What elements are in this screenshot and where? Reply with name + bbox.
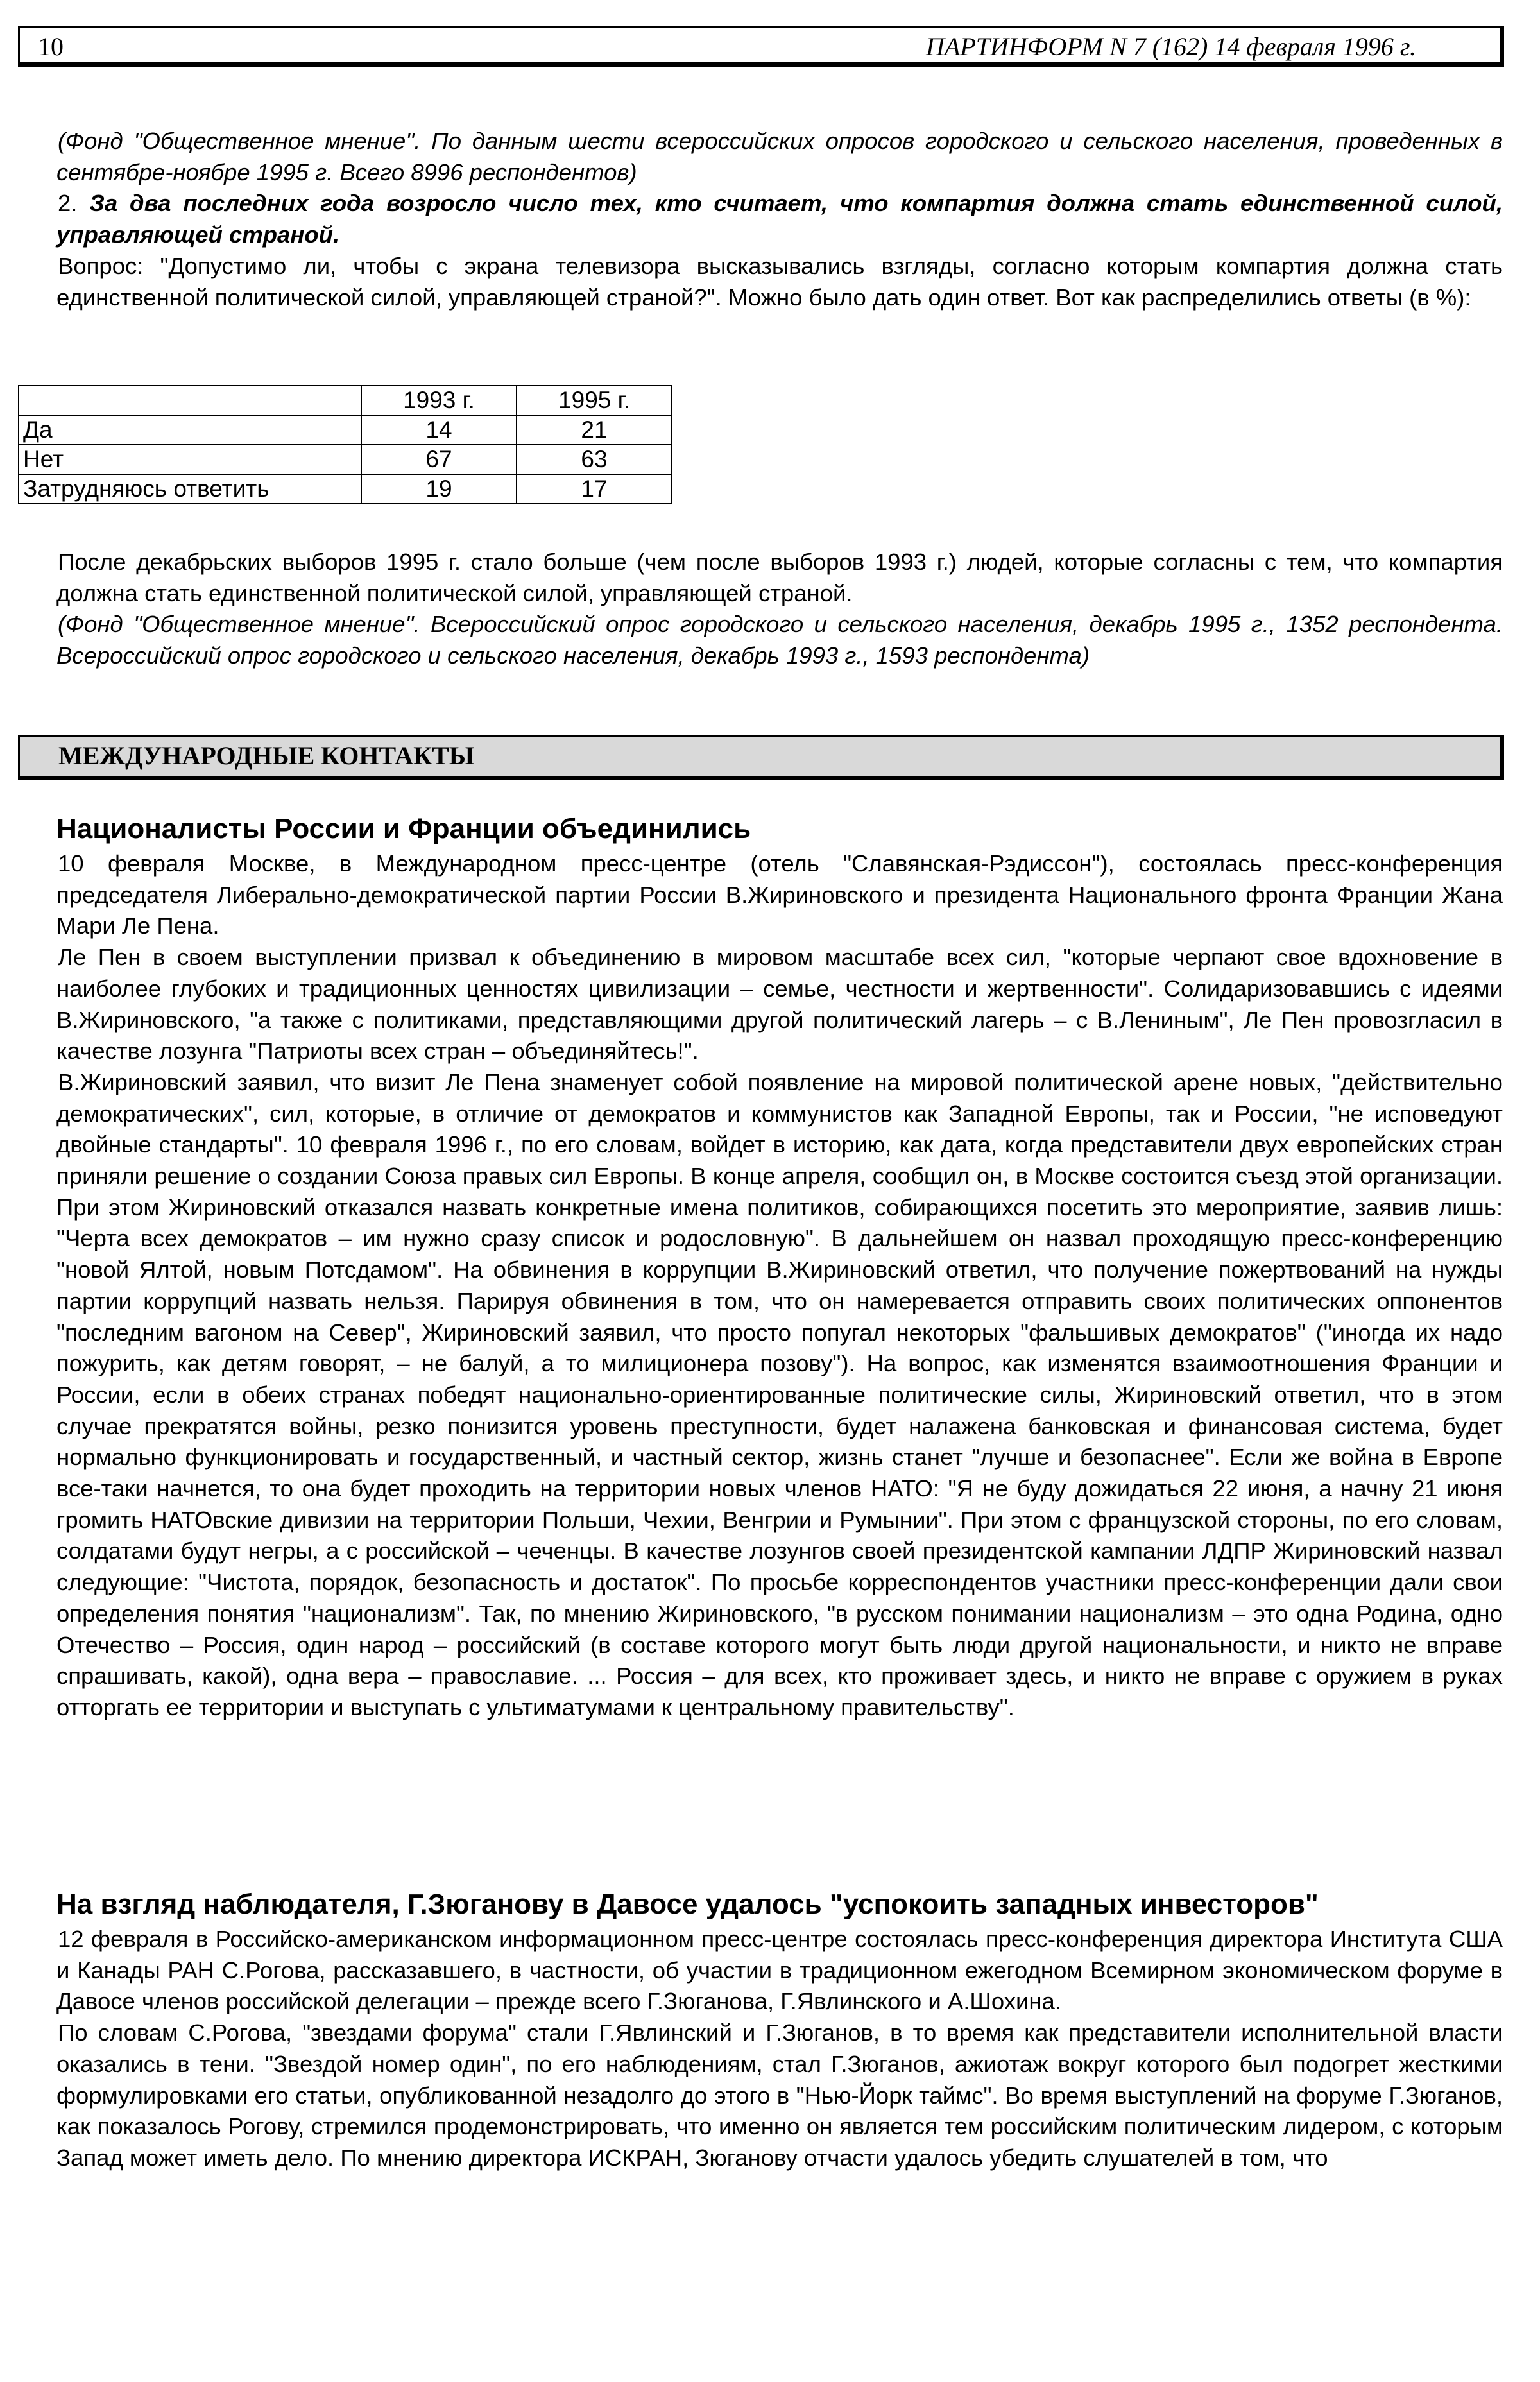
poll-item-lead: За два последних года возросло число тех, кто считает, что компартия должна стать единственной силой, управляющей страной. (56, 190, 1503, 248)
poll-intro (56, 126, 1503, 313)
article-paragraph: 10 февраля Москве, в Международном пресс-центре (отель "Славянская-Рэдиссон"), состоялась пресс-конференция председателя Либерально-демократической партии России В.Жириновского и президента Национального фронта Франции Жана Мари Ле Пена. (56, 850, 1503, 939)
table-header-cell: 1993 г. (361, 386, 517, 415)
poll-question: Вопрос: "Допустимо ли, чтобы с экрана телевизора высказывались взгляды, согласно которым компартия должна стать единственной политической силой, управляющей страной?". Можно было дать один ответ. Вот как распределились ответы (в %): (56, 252, 1503, 311)
table-cell: 21 (517, 415, 672, 445)
poll-table (18, 385, 672, 504)
page-number: 10 (38, 32, 64, 61)
article-1-body (56, 848, 1503, 1724)
article-2-body (56, 1924, 1503, 2174)
table-row (19, 445, 672, 474)
article-2-headline: На взгляд наблюдателя, Г.Зюганову в Давосе удалось "успокоить западных инвесторов" (56, 1889, 1319, 1920)
poll-source-2: (Фонд "Общественное мнение". Всероссийский опрос городского и сельского населения, декабрь 1995 г., 1352 респондента. Всероссийский опрос городского и сельского населения, декабрь 1993 г., 1593 респондента) (56, 611, 1503, 669)
table-cell: 67 (361, 445, 517, 474)
table-cell: Да (19, 415, 361, 445)
poll-item-2 (56, 188, 1503, 250)
poll-item-number: 2. (58, 190, 78, 217)
table-cell: 19 (361, 474, 517, 504)
table-header-row (19, 386, 672, 415)
poll-source-1: (Фонд "Общественное мнение". По данным шести всероссийских опросов городского и сельского населения, проведенных в сентябре-ноябре 1995 г. Всего 8996 респондентов) (56, 128, 1503, 185)
article-paragraph: По словам С.Рогова, "звездами форума" стали Г.Явлинский и Г.Зюганов, в то время как представители исполнительной власти оказались в тени. "Звездой номер один", по его наблюдениям, стал Г.Зюганов, ажиотаж вокруг которого был подогрет жесткими формулировками его статьи, опубликованной незадолго до этого в "Нью-Йорк таймс". Во время выступлений на форуме Г.Зюганов, как показалось Рогову, стремился продемонстрировать, что именно он является тем российским политическим лидером, с которым Запад может иметь дело. По мнению директора ИСКРАН, Зюганову отчасти удалось убедить слушателей в том, что (56, 2019, 1503, 2171)
article-1-headline: Националисты России и Франции объединились (56, 813, 751, 844)
table-header-cell (19, 386, 361, 415)
table-cell: Нет (19, 445, 361, 474)
article-paragraph: В.Жириновский заявил, что визит Ле Пена знаменует собой появление на мировой политической арене новых, "действительно демократических", сил, которые, в отличие от демократов и коммунистов как Западной Европы, так и России, "не исповедуют двойные стандарты". 10 февраля 1996 г., по его словам, войдет в историю, как дата, когда представители двух европейских стран приняли решение о создании Союза правых сил Европы. В конце апреля, сообщил он, в Москве состоится съезд этой организации. При этом Жириновский отказался назвать конкретные имена политиков, собирающихся посетить это мероприятие, заявив лишь: "Черта всех демократов – им нужно сразу список и родословную". В дальнейшем он назвал проходящую пресс-конференцию "новой Ялтой, новым Потсдамом". На обвинения в коррупции В.Жириновский ответил, что получение пожертвований на нужды партии коррупций назвать нельзя. Парируя обвинения в том, что он намеревается отправить своих политических оппонентов "последним вагоном на Север", Жириновский заявил, что просто попугал некоторых "фальшивых демократов" ("иногда их надо пожурить, как детям говорят, – не балуй, а то милиционера позову"). На вопрос, как изменятся взаимоотношения Франции и России, если в обеих странах победят национально-ориентированные политические силы, Жириновский ответил, что в этом случае прекратятся войны, резко понизится уровень преступности, будет налажена банковская и финансовая система, будет нормально функционировать и государственный, и частный сектор, жизнь станет "лучше и безопаснее". Если же война в Европе все-таки начнется, то она будет проходить на территории новых членов НАТО: "Я не буду дожидаться 22 июня, а начну 21 июня громить НАТОвские дивизии на территории Польши, Чехии, Венгрии и Румынии". При этом с французской стороны, по его словам, солдатами будут негры, а с российской – чеченцы. В качестве лозунгов своей президентской кампании ЛДПР Жириновский назвал следующие: "Чистота, порядок, безопасность и достаток". По просьбе корреспондентов участники пресс-конференции дали свои определения понятия "национализм". Так, по мнению Жириновского, "в русском понимании национализм – это одна Родина, одно Отечество – Россия, один народ – российский (в составе которого могут быть люди другой национальности, и никто не вправе спрашивать, какой), одна вера – православие. ... Россия – для всех, кто проживает здесь, и никто не вправе с оружием в руках отторгать ее территории и выступать с ультиматумами к центральному правительству". (56, 1068, 1503, 1720)
article-paragraph: 12 февраля в Российско-американском информационном пресс-центре состоялась пресс-конференция директора Института США и Канады РАН С.Рогова, рассказавшего, в частности, об участии в традиционном ежегодном Всемирном экономическом форуме в Давосе членов российской делегации – прежде всего Г.Зюганова, Г.Явлинского и А.Шохина. (56, 1926, 1503, 2015)
section-title: МЕЖДУНАРОДНЫЕ КОНТАКТЫ (18, 735, 1504, 780)
table-row (19, 415, 672, 445)
issue-line: ПАРТИНФОРМ N 7 (162) 14 февраля 1996 г. (925, 32, 1416, 61)
table-header-cell: 1995 г. (517, 386, 672, 415)
poll-conclusion: После декабрьских выборов 1995 г. стало больше (чем после выборов 1993 г.) людей, которые согласны с тем, что компартия должна стать единственной политической силой, управляющей страной. (56, 549, 1503, 606)
table-row (19, 474, 672, 504)
table-cell: 17 (517, 474, 672, 504)
table-cell: Затрудняюсь ответить (19, 474, 361, 504)
running-header (18, 26, 1504, 67)
table-cell: 63 (517, 445, 672, 474)
table-cell: 14 (361, 415, 517, 445)
article-paragraph: Ле Пен в своем выступлении призвал к объединению в мировом масштабе всех сил, "которые черпают свое вдохновение в наиболее глубоких и традиционных ценностях цивилизации – семье, честности и жертвенности". Солидаризовавшись с идеями В.Жириновского, "а также с политиками, представляющими другой политический лагерь – с В.Лениным", Ле Пен провозгласил в качестве лозунга "Патриоты всех стран – объединяйтесь!". (56, 944, 1503, 1065)
poll-outro (56, 547, 1503, 672)
